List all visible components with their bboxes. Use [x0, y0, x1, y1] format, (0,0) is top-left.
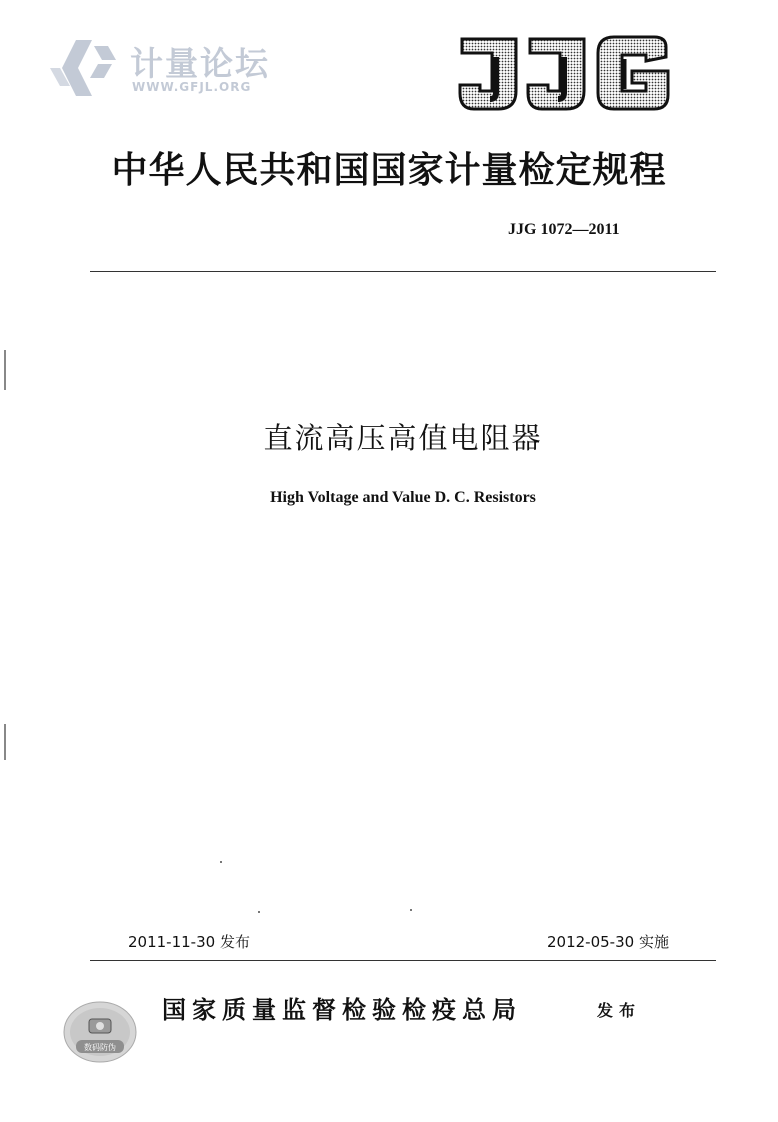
document-title-chinese: 直流高压高值电阻器 — [263, 421, 543, 455]
anti-counterfeit-seal — [62, 1000, 138, 1064]
forum-logo-icon — [48, 38, 118, 100]
implementation-date: 2012-05-30 实施 — [547, 933, 669, 951]
publish-label: 发布 — [597, 1001, 642, 1020]
jjg-letter-j1 — [460, 39, 516, 109]
scan-speck — [258, 911, 260, 913]
scan-edge-mark — [4, 724, 6, 760]
scan-edge-mark — [4, 350, 6, 390]
scan-speck — [410, 909, 412, 911]
footer-divider — [90, 960, 716, 961]
seal-label: 数码防伪 — [84, 1043, 116, 1052]
jjg-emblem — [456, 33, 672, 115]
issue-date: 2011-11-30 发布 — [128, 933, 250, 951]
watermark-logo — [48, 36, 288, 100]
header-divider — [90, 271, 716, 272]
watermark-site-url: WWW.GFJL.ORG — [132, 80, 252, 94]
publisher-name: 国家质量监督检验检疫总局 — [162, 995, 522, 1024]
jjg-letter-g — [598, 37, 668, 109]
standard-code: JJG 1072—2011 — [508, 221, 620, 238]
jjg-letter-j2 — [528, 39, 584, 109]
standard-title: 中华人民共和国国家计量检定规程 — [111, 149, 667, 191]
document-title-english: High Voltage and Value D. C. Resistors — [270, 489, 536, 506]
scan-speck — [220, 861, 222, 863]
watermark-site-name: 计量论坛 — [130, 44, 270, 83]
